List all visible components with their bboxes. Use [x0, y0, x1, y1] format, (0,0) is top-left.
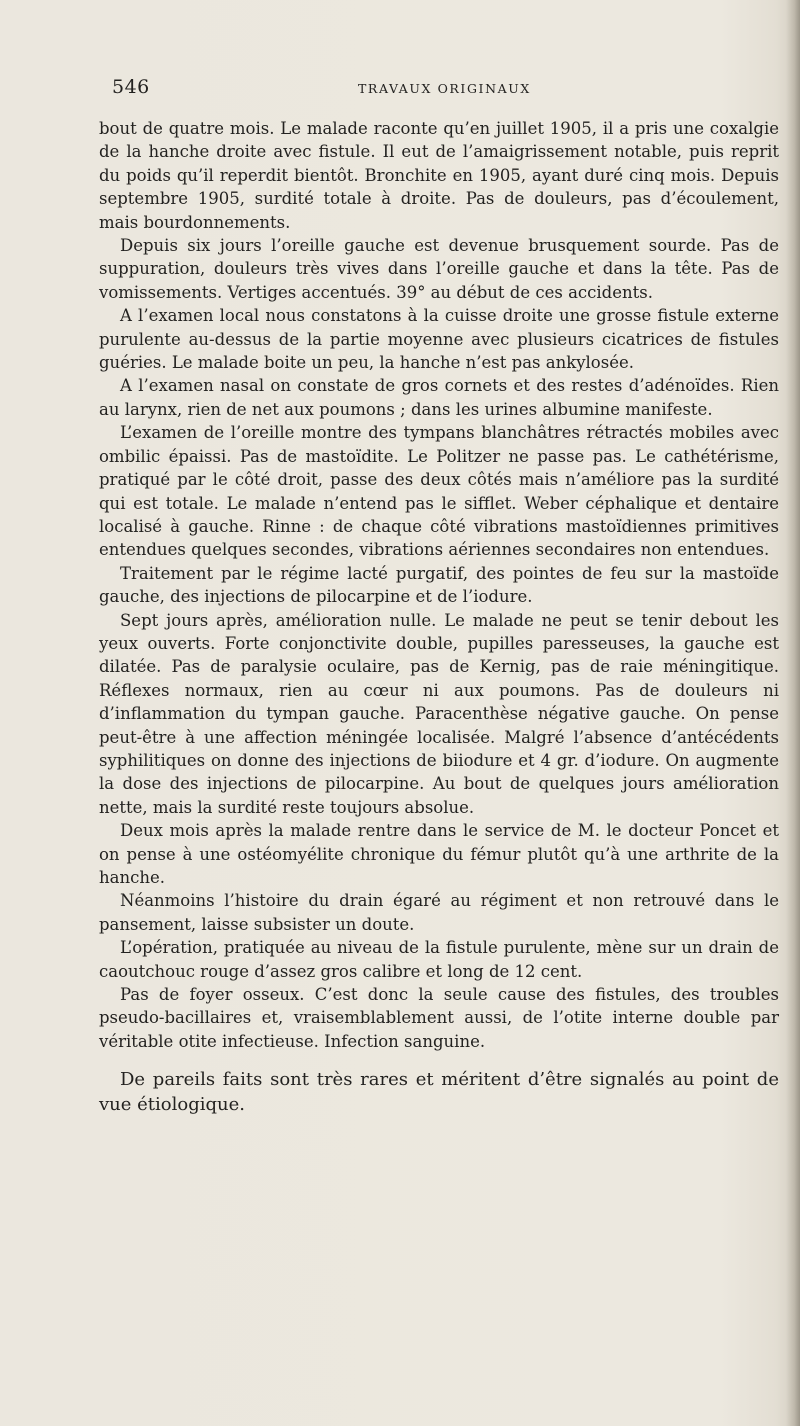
- page-header: [112, 76, 672, 100]
- paragraph-two-months-after: Deux mois après la malade rentre dans le service de M. le docteur Poncet et on pense à une ostéomyélite chronique du fémur plutôt qu’à une arthrite de la hanche.: [99, 821, 779, 887]
- paragraph-treatment: Traitement par le régime lacté purgatif, des pointes de feu sur la mastoïde gauche, des injections de pilocarpine et de l’iodure.: [99, 563, 779, 607]
- paragraph-drain-history: Néanmoins l’histoire du drain égaré au régiment et non retrouvé dans le pansement, laisse subsister un doute.: [99, 891, 779, 934]
- paragraph-conclusion: De pareils faits sont très rares et méritent d’être signalés au point de vue étiologique.: [99, 1069, 779, 1116]
- paragraph-left-ear-deafness: Depuis six jours l’oreille gauche est devenue brusquement sourde. Pas de suppuration, douleurs très vives dans l’oreille gauche et dans la tête. Pas de vomissements. Vertiges accentués. 39° au début de ces accidents.: [99, 236, 779, 302]
- paragraph-nasal-exam: A l’examen nasal on constate de gros cornets et des restes d’adénoïdes. Rien au larynx, rien de net aux poumons ; dans les urines albumine manifeste.: [99, 376, 779, 419]
- paragraph-operation: L’opération, pratiquée au niveau de la fistule purulente, mène sur un drain de caoutchouc rouge d’assez gros calibre et long de 12 cent.: [99, 938, 779, 981]
- running-title: TRAVAUX ORIGINAUX: [358, 81, 531, 96]
- paragraph-local-exam: A l’examen local nous constatons à la cuisse droite une grosse fistule externe purulente au-dessus de la partie moyenne avec plusieurs cicatrices de fistules guéries. Le malade boite un peu, la hanche n’est pas ankylosée.: [99, 306, 779, 373]
- body-text: [99, 117, 779, 1117]
- paragraph-ear-exam: L’examen de l’oreille montre des tympans blanchâtres rétractés mobiles avec ombilic épaissi. Pas de mastoïdite. Le Politzer ne passe pas. Le cathétérisme, pratiqué par le côté droit, passe des deux côtés mais n’améliore pas la surdité qui est totale. Le malade n’entend pas le sifflet. Weber céphalique et dentaire localisé à gauche. Rinne : de chaque côté vibrations mastoïdiennes primitives entendues quelques secondes, vibrations aériennes secondaires non entendues.: [99, 423, 779, 560]
- page-edge-shadow: [786, 0, 800, 1426]
- paragraph-no-bone-focus: Pas de foyer osseux. C’est donc la seule cause des fistules, des troubles pseudo-bacillaires et, vraisemblablement aussi, de l’otite interne double par véritable otite infectieuse. Infection sanguine.: [99, 985, 779, 1051]
- paragraph-case-history: bout de quatre mois. Le malade raconte qu’en juillet 1905, il a pris une coxalgie de la hanche droite avec fistule. Il eut de l’amaigrissement notable, puis reprit du poids qu’il reperdit bientôt. Bronchite en 1905, ayant duré cinq mois. Depuis septembre 1905, surdité totale à droite. Pas de douleurs, pas d’écoulement, mais bourdonnements.: [99, 119, 779, 232]
- paragraph-seven-days-after: Sept jours après, amélioration nulle. Le malade ne peut se tenir debout les yeux ouverts. Forte conjonctivite double, pupilles paresseuses, la gauche est dilatée. Pas de paralysie oculaire, pas de Kernig, pas de raie méningitique. Réflexes normaux, rien au cœur ni aux poumons. Pas de douleurs ni d’inflammation du tympan gauche. Paracenthèse négative gauche. On pense peut-être à une affection méningée localisée. Malgré l’absence d’antécédents syphilitiques on donne des injections de biiodure et 4 gr. d’iodure. On augmente la dose des injections de pilocarpine. Au bout de quelques jours amélioration nette, mais la surdité reste toujours absolue.: [99, 610, 779, 817]
- page-number: 546: [112, 76, 150, 98]
